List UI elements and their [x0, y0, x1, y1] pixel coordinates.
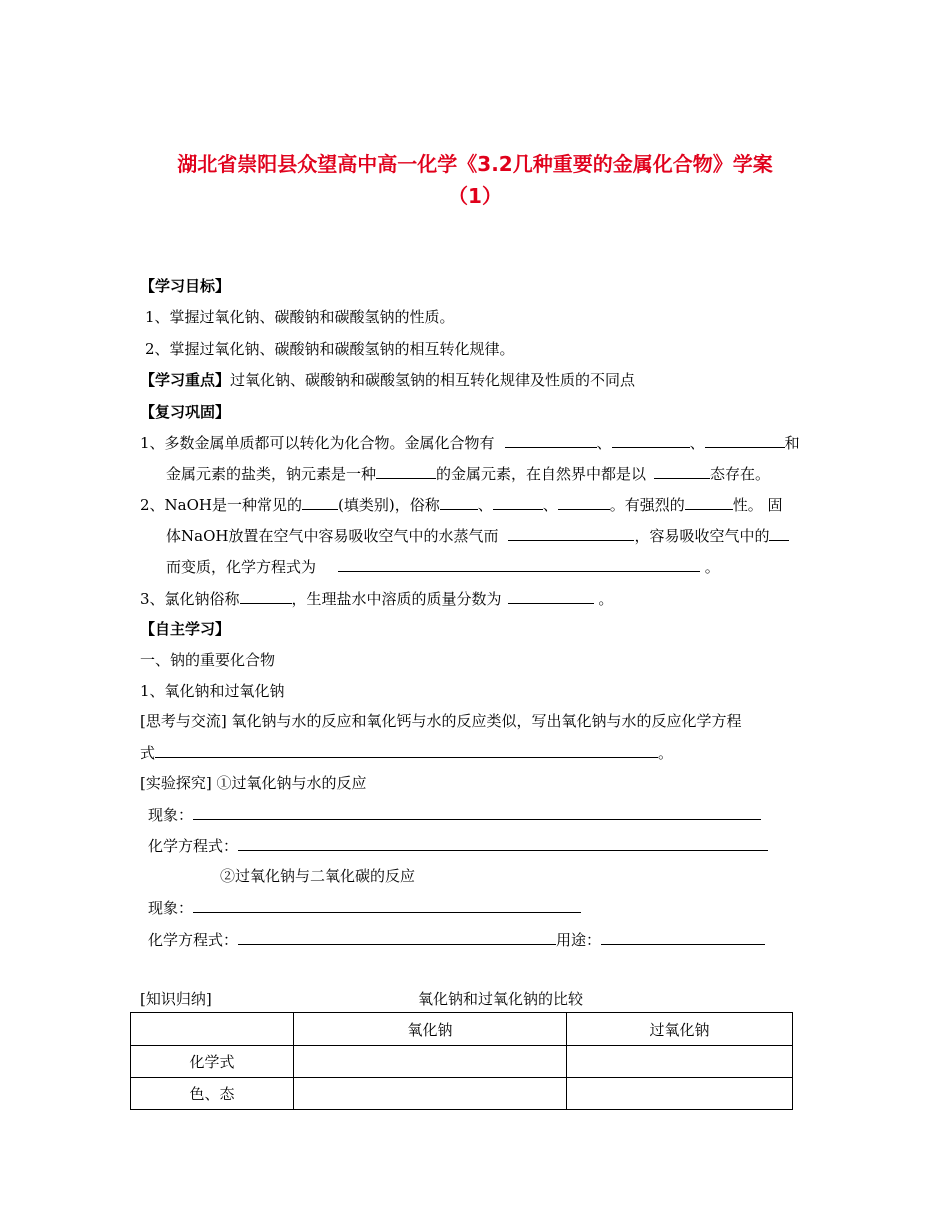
observation-blank[interactable] — [193, 804, 761, 820]
think-exchange: [思考与交流] 氧化钠与水的反应和氧化钙与水的反应类似，写出氧化钠与水的反应化学方程 — [140, 712, 742, 730]
row-header: 色、态 — [131, 1078, 294, 1110]
equation-blank[interactable] — [155, 742, 658, 758]
review-q1-line2: 金属元素的盐类，钠元素是一种 的金属元素，在自然界中都是以 态存在。 — [166, 465, 771, 483]
table-cell — [131, 1013, 294, 1046]
observation-line: 现象： — [148, 804, 761, 825]
column-header: 过氧化钠 — [567, 1013, 793, 1046]
section-heading-goals: 【学习目标】 — [140, 277, 231, 295]
observation-line: 现象： — [148, 897, 581, 918]
review-q2-line1: 2、NaOH是一种常见的 (填类别)，俗称 、 、 。有强烈的 性。 固 — [140, 496, 783, 514]
review-q3: 3、氯化钠俗称 ，生理盐水中溶质的质量分数为 。 — [140, 590, 614, 608]
row-header: 化学式 — [131, 1046, 294, 1078]
column-header: 氧化钠 — [294, 1013, 567, 1046]
answer-blank[interactable] — [654, 463, 710, 479]
use-blank[interactable] — [601, 929, 765, 945]
answer-blank[interactable] — [612, 432, 690, 448]
subsection-title: 一、钠的重要化合物 — [140, 651, 276, 669]
experiment-1-title: [实验探究] ①过氧化钠与水的反应 — [140, 774, 367, 792]
section-heading-self-study: 【自主学习】 — [140, 620, 231, 638]
answer-blank[interactable] — [440, 494, 478, 510]
goal-item-2: 2、掌握过氧化钠、碳酸钠和碳酸氢钠的相互转化规律。 — [145, 340, 515, 358]
think-exchange-line2: 式 。 — [140, 744, 674, 762]
answer-blank[interactable] — [508, 588, 594, 604]
answer-blank[interactable] — [558, 494, 610, 510]
answer-blank[interactable] — [508, 525, 634, 541]
comparison-table — [130, 1012, 793, 1110]
doc-title: 湖北省崇阳县众望高中高一化学《3.2几种重要的金属化合物》学案 — [177, 152, 773, 176]
section-heading-review: 【复习巩固】 — [140, 403, 231, 421]
knowledge-summary-label: [知识归纳] — [140, 990, 212, 1008]
key-points-heading: 【学习重点】 — [140, 371, 231, 389]
answer-blank[interactable] — [376, 463, 436, 479]
table-header-row — [131, 1013, 793, 1046]
table-caption: 氧化钠和过氧化钠的比较 — [418, 990, 584, 1008]
review-q1-line1: 1、多数金属单质都可以转化为化合物。金属化合物有 、 、 和 — [140, 434, 800, 452]
equation-line: 化学方程式： 用途： — [148, 929, 765, 950]
review-q2-line2: 体NaOH放置在空气中容易吸收空气中的水蒸气而 ，容易吸收空气中的 — [166, 525, 789, 546]
table-cell[interactable] — [567, 1046, 793, 1078]
observation-blank[interactable] — [193, 897, 581, 913]
answer-blank[interactable] — [705, 432, 785, 448]
answer-blank[interactable] — [685, 494, 733, 510]
equation-blank[interactable] — [238, 835, 768, 851]
table-cell[interactable] — [294, 1046, 567, 1078]
answer-blank[interactable] — [240, 588, 292, 604]
goal-item-1: 1、掌握过氧化钠、碳酸钠和碳酸氢钠的性质。 — [145, 308, 455, 326]
equation-blank[interactable] — [338, 556, 700, 572]
answer-blank[interactable] — [769, 525, 789, 541]
answer-blank[interactable] — [302, 494, 338, 510]
answer-blank[interactable] — [505, 432, 597, 448]
table-row — [131, 1046, 793, 1078]
table-row — [131, 1078, 793, 1110]
key-points — [140, 370, 635, 390]
experiment-2-title: ②过氧化钠与二氧化碳的反应 — [220, 867, 416, 885]
table-cell[interactable] — [567, 1078, 793, 1110]
key-points-text: 过氧化钠、碳酸钠和碳酸氢钠的相互转化规律及性质的不同点 — [230, 371, 636, 389]
table-cell[interactable] — [294, 1078, 567, 1110]
subsection-title: 1、氧化钠和过氧化钠 — [140, 682, 285, 700]
answer-blank[interactable] — [493, 494, 543, 510]
equation-blank[interactable] — [238, 929, 556, 945]
review-q2-line3: 而变质，化学方程式为 。 — [166, 558, 720, 576]
doc-title-suffix: （1） — [448, 184, 502, 208]
equation-line: 化学方程式： — [148, 835, 768, 856]
